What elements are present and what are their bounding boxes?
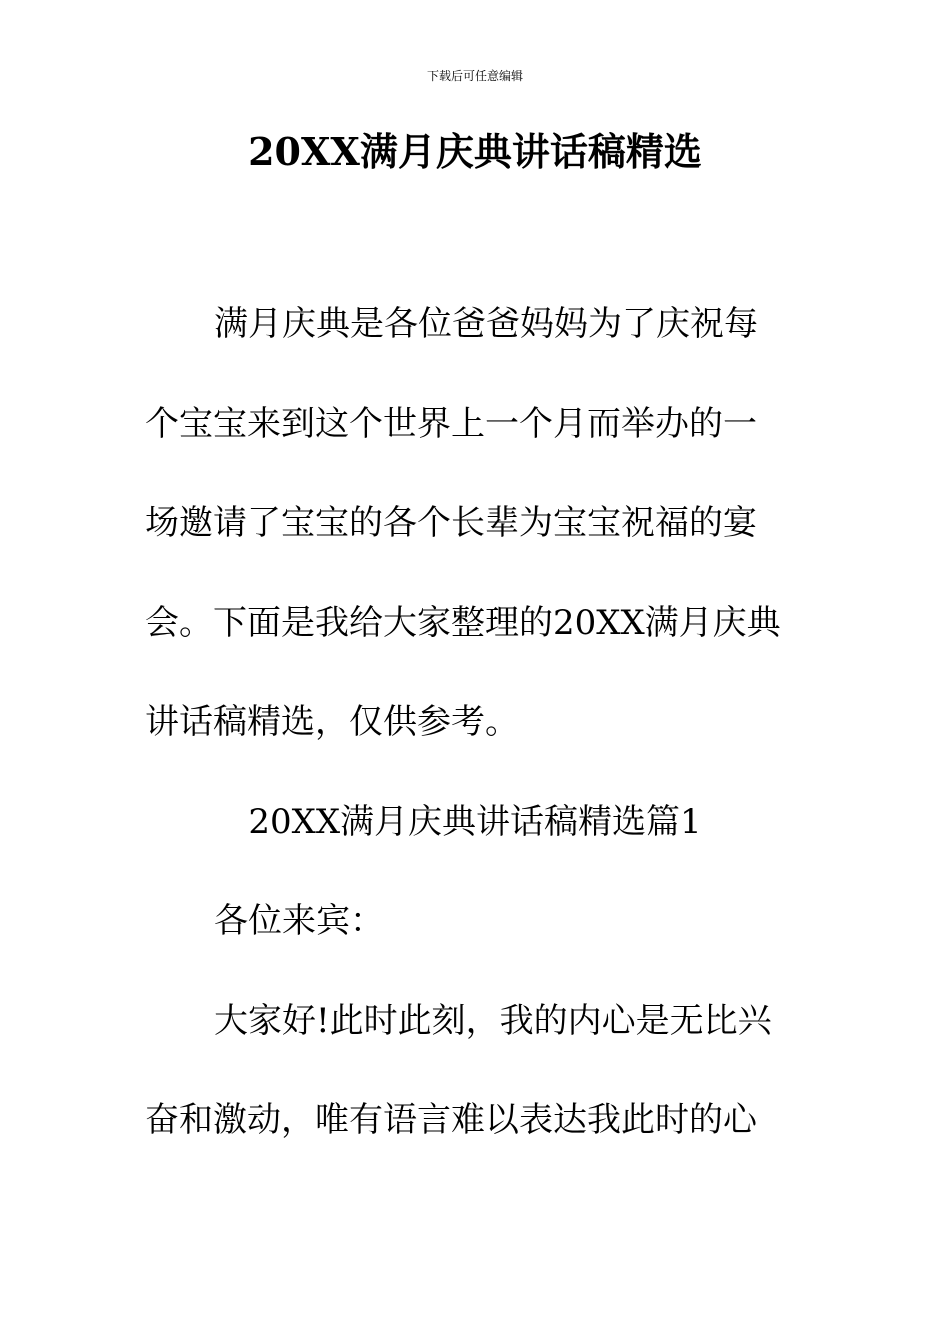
intro-line-5: 讲话稿精选，仅供参考。 [145, 702, 519, 742]
header-note: 下载后可任意编辑 [426, 69, 523, 83]
greeting: 各位来宾： [214, 901, 384, 941]
body-line-2: 奋和激动，唯有语言难以表达我此时的心 [145, 1100, 757, 1140]
body-line-1: 大家好!此时此刻，我的内心是无比兴 [214, 1001, 772, 1041]
intro-line-3: 场邀请了宝宝的各个长辈为宝宝祝福的宴 [145, 503, 757, 543]
section-heading: 20XX满月庆典讲话稿精选篇1 [248, 802, 702, 842]
intro-line-1: 满月庆典是各位爸爸妈妈为了庆祝每 [214, 304, 758, 344]
document-title: 20XX满月庆典讲话稿精选 [248, 129, 702, 174]
intro-line-2: 个宝宝来到这个世界上一个月而举办的一 [145, 404, 757, 444]
intro-line-4: 会。下面是我给大家整理的20XX满月庆典 [145, 603, 781, 643]
